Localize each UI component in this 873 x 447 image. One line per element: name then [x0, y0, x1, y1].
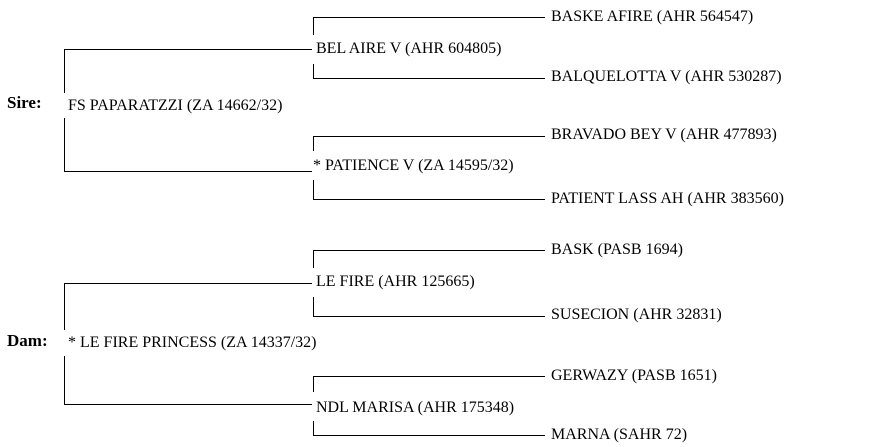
sire-name: FS PAPARATZZI (ZA 14662/32): [68, 97, 283, 114]
dam-label: Dam:: [7, 331, 48, 350]
sire-sire-upper-connector: [314, 18, 546, 36]
dam-sire-sire-name: BASK (PASB 1694): [551, 241, 683, 258]
sire-dam-lower-connector: [314, 180, 546, 200]
dam-sire-upper-connector: [314, 251, 546, 269]
dam-dam-upper-connector: [314, 377, 546, 393]
sire-dam-dam-name: PATIENT LASS AH (AHR 383560): [551, 190, 784, 207]
sire-sire-lower-connector: [314, 64, 546, 79]
sire-dam-upper-connector: [314, 137, 546, 152]
sire-sire-dam-name: BALQUELOTTA V (AHR 530287): [551, 68, 782, 85]
sire-lower-connector: [65, 118, 313, 172]
dam-dam-lower-connector: [314, 421, 546, 436]
sire-dam-sire-name: BRAVADO BEY V (AHR 477893): [551, 126, 777, 143]
dam-sire-dam-name: SUSECION (AHR 32831): [551, 306, 722, 323]
dam-sire-name: LE FIRE (AHR 125665): [316, 273, 475, 290]
sire-sire-name: BEL AIRE V (AHR 604805): [316, 40, 502, 57]
dam-lower-connector: [65, 356, 313, 405]
sire-sire-sire-name: BASKE AFIRE (AHR 564547): [551, 8, 754, 25]
sire-upper-connector: [65, 50, 313, 94]
dam-name: * LE FIRE PRINCESS (ZA 14337/32): [68, 334, 317, 351]
dam-dam-dam-name: MARNA (SAHR 72): [551, 426, 688, 443]
dam-upper-connector: [65, 284, 313, 331]
dam-sire-lower-connector: [314, 297, 546, 317]
sire-label: Sire:: [7, 93, 42, 112]
dam-dam-name: NDL MARISA (AHR 175348): [316, 399, 515, 416]
sire-dam-name: * PATIENCE V (ZA 14595/32): [313, 157, 514, 174]
dam-dam-sire-name: GERWAZY (PASB 1651): [551, 367, 717, 384]
